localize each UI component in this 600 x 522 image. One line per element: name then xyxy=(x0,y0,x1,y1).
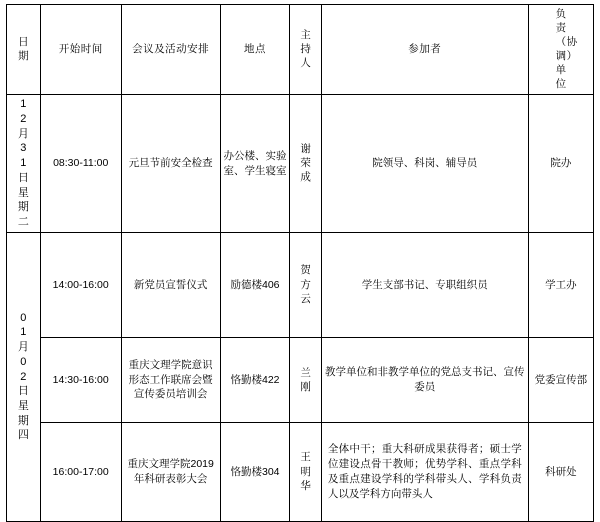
column-header-host-label: 主持人 xyxy=(300,29,312,70)
row-host xyxy=(290,423,321,522)
row-place: 办公楼、实验室、学生寝室 xyxy=(220,95,290,233)
column-header-unit xyxy=(528,5,593,95)
row-host xyxy=(290,338,321,423)
row-unit: 学工办 xyxy=(528,233,593,338)
row-attendees: 教学单位和非教学单位的党总支书记、宣传委员 xyxy=(321,338,528,423)
column-header-date-label: 日期 xyxy=(18,36,30,63)
column-header-meeting xyxy=(121,5,220,95)
row-start-time: 08:30-11:00 xyxy=(40,95,121,233)
row-unit: 党委宣传部 xyxy=(528,338,593,423)
column-header-start-time-label: 开始时间 xyxy=(58,43,103,56)
table-row xyxy=(7,233,594,338)
row-place: 恪勤楼304 xyxy=(220,423,290,522)
row-place: 励德楼406 xyxy=(220,233,290,338)
row-place: 恪勤楼422 xyxy=(220,338,290,423)
row-meeting: 重庆文理学院2019年科研表彰大会 xyxy=(121,423,220,522)
row-meeting: 重庆文理学院意识形态工作联席会暨宣传委员培训会 xyxy=(121,338,220,423)
row-attendees: 院领导、科岗、辅导员 xyxy=(321,95,528,233)
column-header-attendees-label: 参加者 xyxy=(408,43,442,56)
row-host xyxy=(290,95,321,233)
column-header-attendees xyxy=(321,5,528,95)
column-header-unit-label: 负责（协调）单位 xyxy=(555,8,578,91)
row-host-label: 王明华 xyxy=(300,451,311,492)
date-group-label: 12月31日星期二 xyxy=(17,98,29,229)
row-start-time: 14:30-16:00 xyxy=(40,338,121,423)
row-host-label: 谢荣成 xyxy=(300,143,311,184)
row-start-time: 16:00-17:00 xyxy=(40,423,121,522)
table-row xyxy=(7,95,594,233)
row-unit: 科研处 xyxy=(528,423,593,522)
table-header-row xyxy=(7,5,594,95)
row-start-time: 14:00-16:00 xyxy=(40,233,121,338)
row-attendees: 学生支部书记、专职组织员 xyxy=(321,233,528,338)
column-header-meeting-label: 会议及活动安排 xyxy=(132,43,210,56)
date-group-label: 01月02日星期四 xyxy=(17,311,29,442)
row-host-label: 兰刚 xyxy=(300,366,311,393)
row-meeting: 元旦节前安全检查 xyxy=(121,95,220,233)
column-header-start-time xyxy=(40,5,121,95)
column-header-place xyxy=(220,5,290,95)
schedule-table xyxy=(6,4,594,522)
column-header-place-label: 地点 xyxy=(244,43,266,56)
table-row xyxy=(7,423,594,522)
column-header-date xyxy=(7,5,41,95)
row-meeting: 新党员宣誓仪式 xyxy=(121,233,220,338)
row-host-label: 贺方云 xyxy=(300,264,311,305)
row-unit: 院办 xyxy=(528,95,593,233)
column-header-host xyxy=(290,5,321,95)
row-host xyxy=(290,233,321,338)
row-attendees: 全体中干；重大科研成果获得者；硕士学位建设点骨干教师；优势学科、重点学科及重点建设学科的学科带头人、学科负责人以及学科方向带头人 xyxy=(321,423,528,522)
date-group-cell xyxy=(7,233,41,522)
date-group-cell xyxy=(7,95,41,233)
table-row xyxy=(7,338,594,423)
